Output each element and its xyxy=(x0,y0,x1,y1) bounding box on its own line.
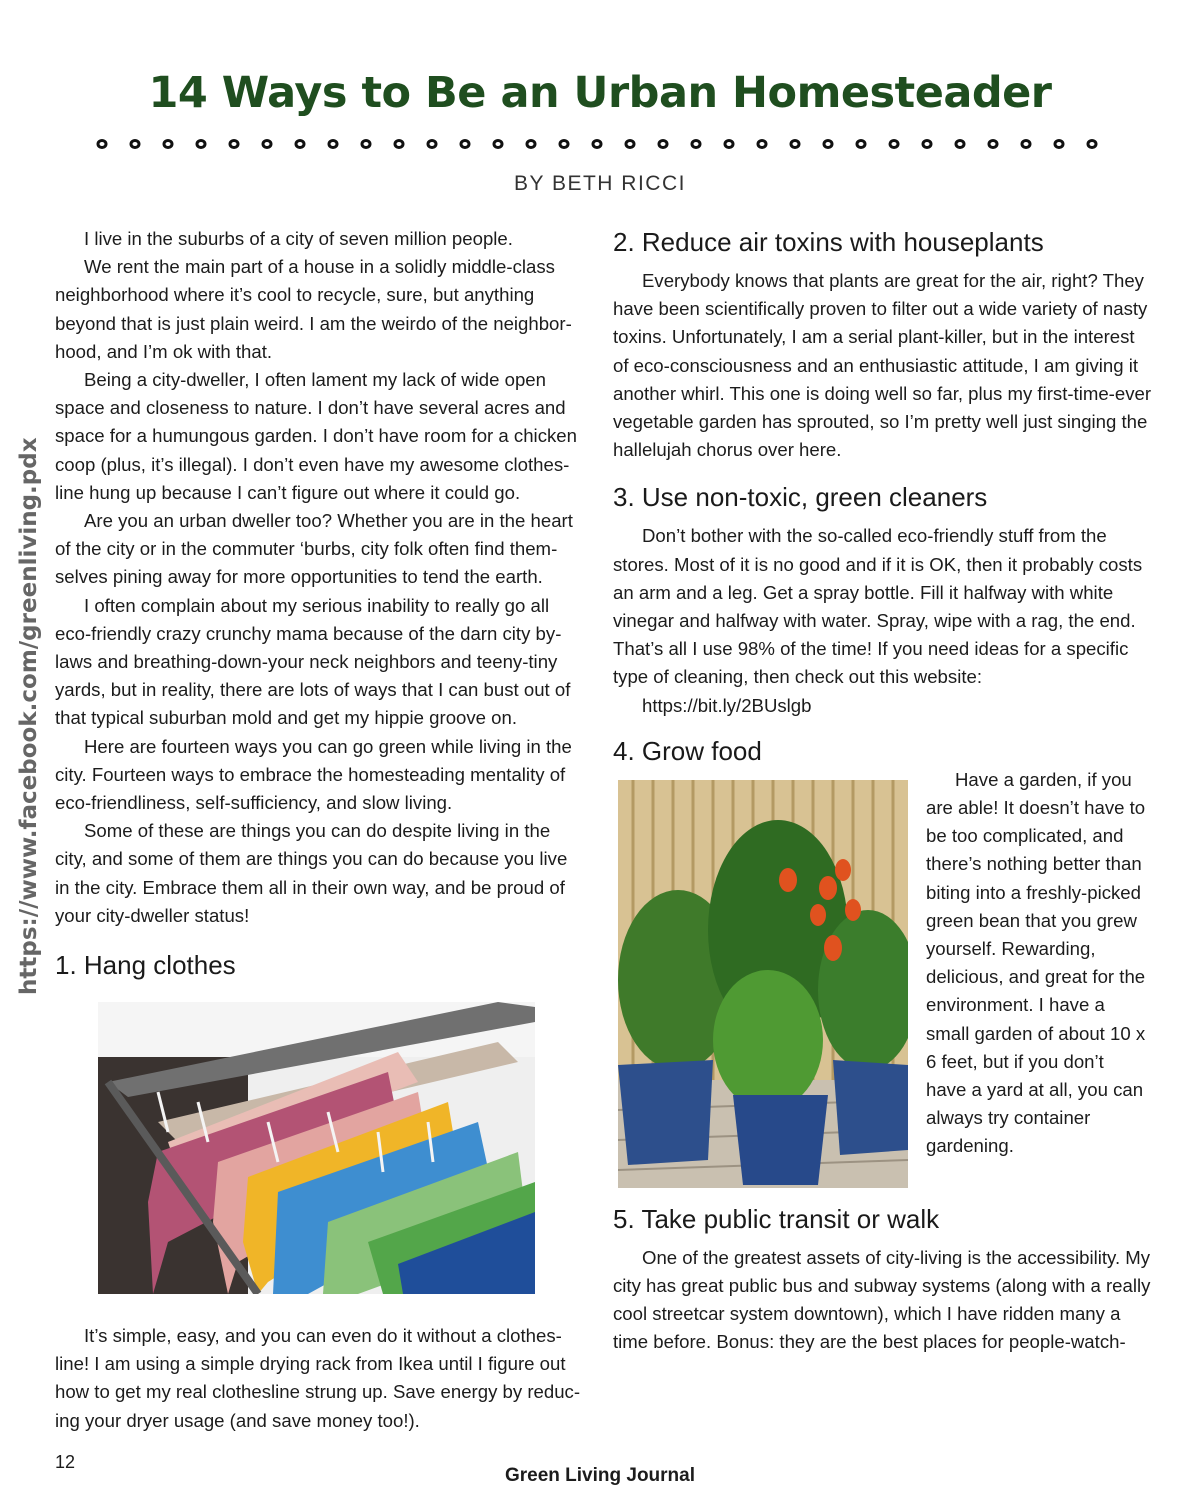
section-heading-houseplants: 2. Reduce air toxins with houseplants xyxy=(613,227,1044,257)
publication-name: Green Living Journal xyxy=(504,1465,696,1486)
intro-paragraph: Some of these are things you can do despite living in the city, and some of them are things you can do because you live in the city. Embrace them all in their own way, and be proud of your city-dweller status! xyxy=(55,820,568,926)
page-number: 12 xyxy=(55,1452,76,1472)
grow-food-block xyxy=(613,768,1153,1190)
intro-paragraph: We rent the main part of a house in a solidly middle-class neighborhood where it’s cool to recycle, sure, but anything beyond that is just plain weird. I am the weirdo of the neighborhood, and I’m ok with that. xyxy=(55,256,572,362)
section-heading-public-transit: 5. Take public transit or walk xyxy=(613,1203,940,1234)
public-transit-text: One of the greatest assets of city-living is the accessibility. My city has great public bus and subway systems (along with a really cool streetcar system downtown), which I have ridden many a time before. Bonus: they are the best places for people-watch- xyxy=(613,1246,1151,1353)
green-cleaners-text: Don’t bother with the so-called eco-friendly stuff from the stores. Most of it is no good and if it is OK, then it probably costs an arm and a leg. Get a spray bottle. Fill it halfway with white vinegar and halfway with water. Spray, wipe with a rag, the end. That’s all I use 98% of the time! If you need ideas for a specific type of cleaning, then check out this website: xyxy=(613,525,1143,688)
section-heading-green-cleaners: 3. Use non-toxic, green cleaners xyxy=(613,482,988,513)
cleaning-website-link[interactable]: https://bit.ly/2BUslgb xyxy=(642,694,812,716)
left-column xyxy=(55,225,585,1435)
grow-food-text: Have a garden, if you are able! It doesn’t have to be too complicated, and there’s nothing better than biting into a freshly-picked green bean that you grew yourself. Rewarding, delicious, and great for the environment. I have a small garden of about 10 x 6 feet, but if you don’t have a yard at all, you can always try container gardening. xyxy=(926,768,1146,1157)
intro-paragraph: I live in the suburbs of a city of seven million people. xyxy=(84,228,513,249)
drying-rack-photo xyxy=(98,1002,535,1294)
houseplants-text: Everybody knows that plants are great for the air, right? They have been scientifically proven to filter out a wide variety of nasty toxins. Unfortunately, I am a serial plant-killer, but in the interest of eco-consciousness and an enthusiastic attitude, I am giving it another whirl. This one is doing well so far, plus my first-time-ever vegetable garden has sprouted, so I’m pretty well just singing the hallelujah chorus over here. xyxy=(613,270,1152,461)
article-title: 14 Ways to Be an Urban Homesteader xyxy=(148,68,1052,118)
sidebar-url[interactable]: https://www.facebook.com/greenliving.pdx xyxy=(16,437,42,995)
intro-paragraph: Being a city-dweller, I often lament my lack of wide open space and closeness to nature. I don’t have several acres and space for a humungous garden. I don’t have room for a chicken coop (plus, it’s illegal). I don’t even have my awesome clothesline hung up because I can’t figure out where it could go. xyxy=(55,369,577,503)
section-heading-hang-clothes: 1. Hang clothes xyxy=(55,950,236,981)
container-garden-photo xyxy=(618,780,908,1188)
intro-paragraph: Here are fourteen ways you can go green while living in the city. Fourteen ways to embrace the homesteading mentality of eco-friendliness, self-sufficiency, and slow living. xyxy=(55,735,572,814)
decorative-dot-divider xyxy=(92,134,1112,154)
hang-clothes-text: It’s simple, easy, and you can even do it without a clothesline! I am using a simple drying rack from Ikea until I figure out how to get my real clothesline strung up. Save energy by reducing your dryer usage (and save money too!). xyxy=(55,1325,581,1431)
byline: BY BETH RICCI xyxy=(514,172,686,195)
section-heading-grow-food: 4. Grow food xyxy=(613,735,762,766)
intro-paragraph: Are you an urban dweller too? Whether you are in the heart of the city or in the commuter ‘burbs, city folk often find themselves pining away for more opportunities to tend the earth. xyxy=(55,510,573,588)
intro-paragraph: I often complain about my serious inability to really go all eco-friendly crazy crunchy mama because of the darn city bylaws and breathing-down-your neck neighbors and teeny-tiny yards, but in reality, there are lots of ways that I can bust out of that typical suburban mold and get my hippie groove on. xyxy=(55,594,571,729)
right-column xyxy=(613,225,1153,1357)
